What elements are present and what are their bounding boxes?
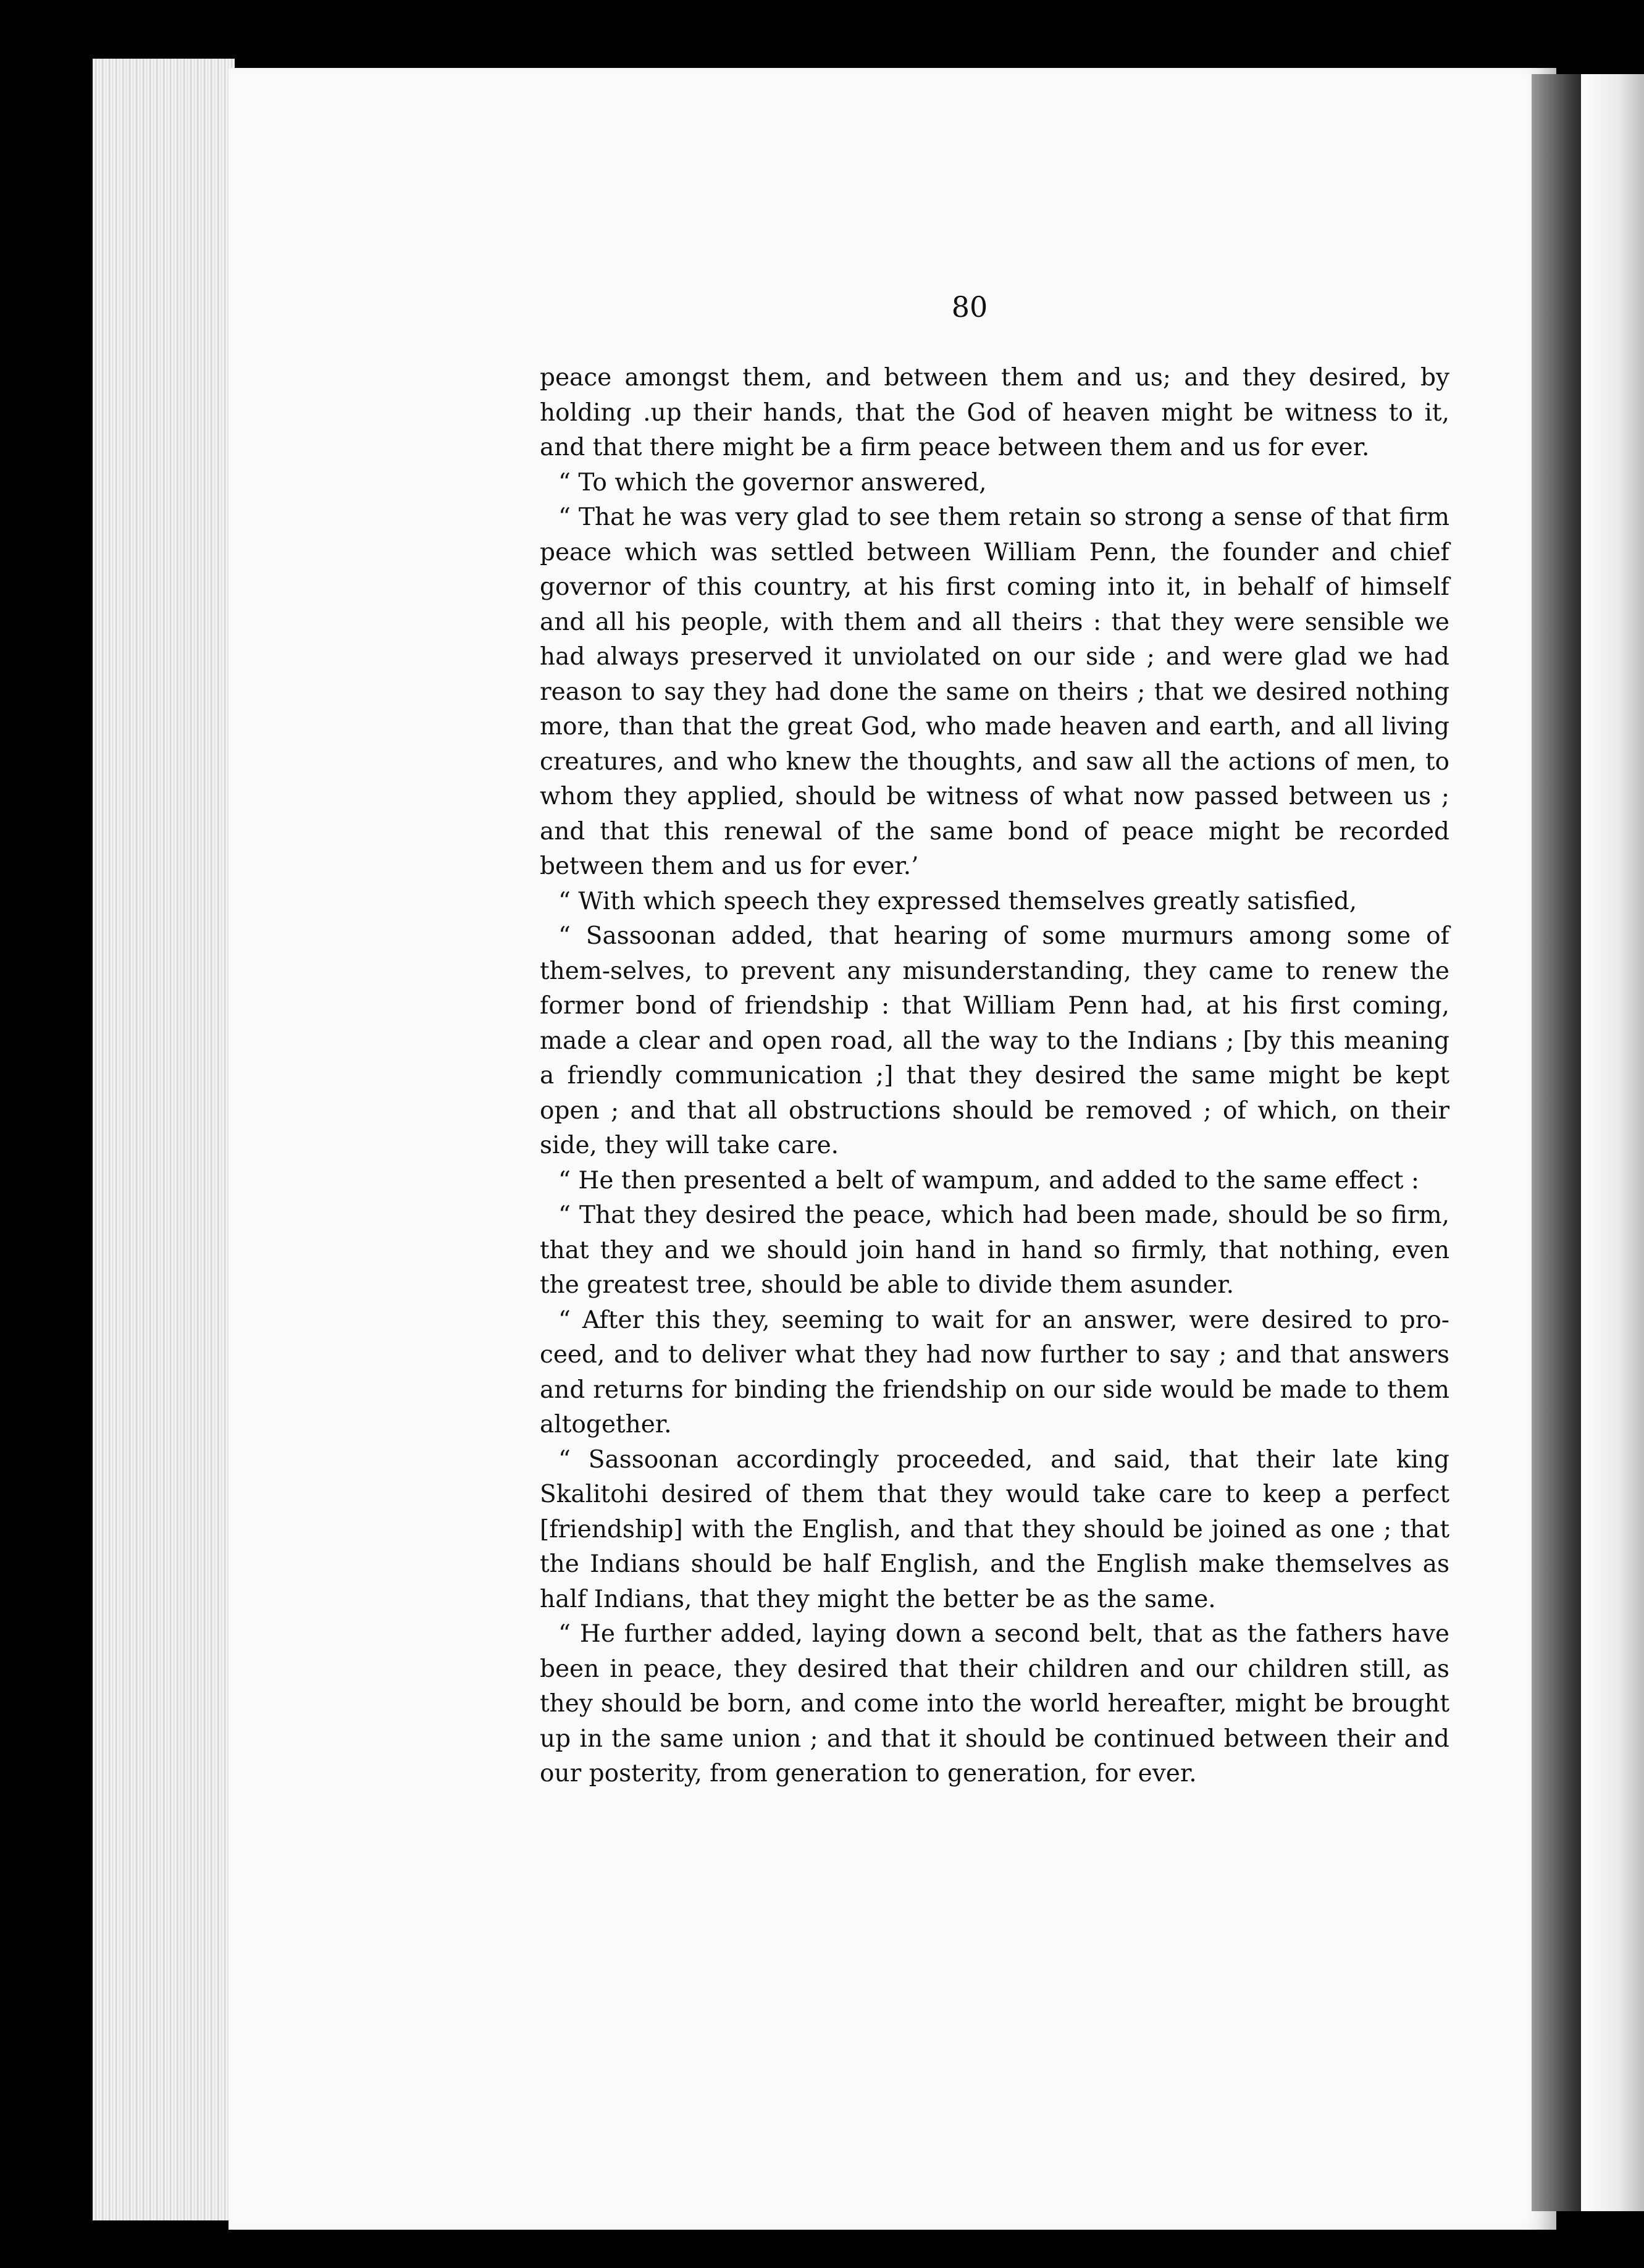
- page-number: 80: [951, 290, 988, 324]
- paragraph: “ Sassoonan added, that hearing of some murmurs among some of them-selves, to prevent any misunderstanding, they came to renew the former bond of friendship : that William Penn had, at his first coming, made a clear and open road, all the way to the Indians ; [by this meaning a friendly communication ;] that they desired the same might be kept open ; and that all obstructions should be removed ; of which, on their side, they will take care.: [540, 922, 1449, 1159]
- paragraph: “ That they desired the peace, which had been made, should be so firm, that they and we should join hand in hand so firmly, that nothing, even the greatest tree, should be able to divide them asunder.: [540, 1201, 1449, 1299]
- page-edges: [93, 59, 235, 2220]
- paragraph: “ That he was very glad to see them retain so strong a sense of that firm peace which was settled between William Penn, the founder and chief governor of this country, at his first coming into it, in behalf of himself and all his people, with them and all theirs : that they were sensible we had always preserved it unviolated on our side ; and were glad we had reason to say they had done the same on theirs ; that we desired nothing more, than that the great God, who made heaven and earth, and all living creatures, and who knew the thoughts, and saw all the actions of men, to whom they applied, should be witness of what now passed between us ; and that this renewal of the same bond of peace might be recorded between them and us for ever.’: [540, 503, 1449, 880]
- paragraph: “ He then presented a belt of wampum, and added to the same effect :: [558, 1166, 1420, 1195]
- paragraph: “ To which the governor answered,: [558, 468, 987, 497]
- paragraph: “ After this they, seeming to wait for an answer, were desired to pro-ceed, and to deliver what they had now further to say ; and that answers and returns for binding the friendship on our side would be made to them altogether.: [540, 1306, 1449, 1438]
- paragraph: peace amongst them, and between them and us; and they desired, by holding .up their hands, that the God of heaven might be witness to it, and that there might be a firm peace between them and us for ever.: [540, 364, 1449, 461]
- paragraph: “ With which speech they expressed themselves greatly satisfied,: [558, 887, 1357, 915]
- paragraph: “ He further added, laying down a second belt, that as the fathers have been in peace, they desired that their children and our children still, as they should be born, and come into the world hereafter, might be brought up in the same union ; and that it should be continued between their and our posterity, from generation to generation, for ever.: [540, 1620, 1449, 1787]
- facing-page-edge: [1581, 74, 1644, 2211]
- paragraph: “ Sassoonan accordingly proceeded, and said, that their late king Skalitohi desired of them that they would take care to keep a perfect [friendship] with the English, and that they should be joined as one ; that the Indians should be half English, and the English make themselves as half Indians, that they might the better be as the same.: [540, 1445, 1449, 1613]
- body-text: [540, 361, 1449, 1792]
